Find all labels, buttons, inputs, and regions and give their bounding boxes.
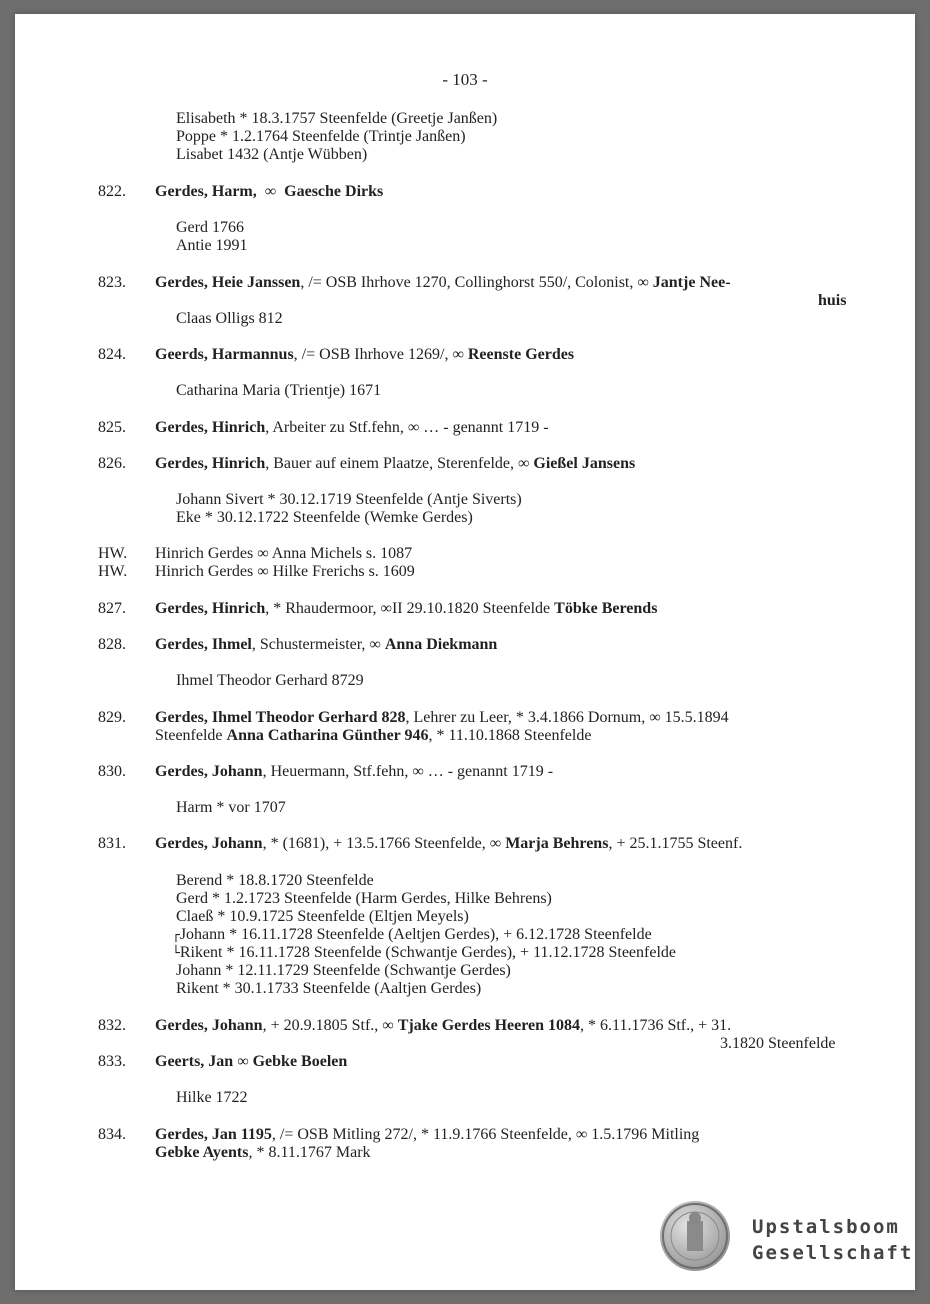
entry-number: 831. <box>98 835 126 852</box>
entry-number: 822. <box>98 183 126 200</box>
brand-line-1: Upstalsboom <box>752 1216 900 1238</box>
child-line: Poppe * 1.2.1764 Steenfelde (Trintje Janßen) <box>176 128 466 145</box>
entry-832-continuation: 3.1820 Steenfelde <box>720 1035 836 1052</box>
entry-828: Gerdes, Ihmel, Schustermeister, ∞ Anna Diekmann <box>155 636 498 653</box>
entry-824: Geerds, Harmannus, /= OSB Ihrhove 1269/, ∞ Reenste Gerdes <box>155 346 575 363</box>
entry-825: Gerdes, Hinrich, Arbeiter zu Stf.fehn, ∞ … - genannt 1719 - <box>155 419 549 436</box>
entry-number: 826. <box>98 455 126 472</box>
entry-822: Gerdes, Harm, ∞ Gaesche Dirks <box>155 183 384 200</box>
entry-826: Gerdes, Hinrich, Bauer auf einem Plaatze, Sterenfelde, ∞ Gießel Jansens <box>155 455 636 472</box>
entry-829-continuation: Steenfelde Anna Catharina Günther 946, * 11.10.1868 Steenfelde <box>155 727 592 744</box>
child-line: Johann * 12.11.1729 Steenfelde (Schwantje Gerdes) <box>176 962 511 979</box>
child-line: Ihmel Theodor Gerhard 8729 <box>176 672 364 689</box>
child-line: Rikent * 30.1.1733 Steenfelde (Aaltjen Gerdes) <box>176 980 482 997</box>
child-line: Gerd * 1.2.1723 Steenfelde (Harm Gerdes, Hilke Behrens) <box>176 890 552 907</box>
seal-logo-icon <box>660 1201 730 1271</box>
entry-number: 830. <box>98 763 126 780</box>
entry-834: Gerdes, Jan 1195, /= OSB Mitling 272/, * 11.9.1766 Steenfelde, ∞ 1.5.1796 Mitling <box>155 1126 700 1143</box>
entry-831: Gerdes, Johann, * (1681), + 13.5.1766 Steenfelde, ∞ Marja Behrens, + 25.1.1755 Steenf. <box>155 835 743 852</box>
entry-number: 829. <box>98 709 126 726</box>
child-line: Hilke 1722 <box>176 1089 248 1106</box>
bracket-top-icon: ┌ <box>172 928 180 943</box>
entry-number: HW. <box>98 563 128 580</box>
child-line: Eke * 30.12.1722 Steenfelde (Wemke Gerdes) <box>176 509 473 526</box>
entry-number: 828. <box>98 636 126 653</box>
child-line: Claas Olligs 812 <box>176 310 283 327</box>
child-line: Claeß * 10.9.1725 Steenfelde (Eltjen Meyels) <box>176 908 469 925</box>
child-line: Johann Sivert * 30.12.1719 Steenfelde (Antje Siverts) <box>176 491 522 508</box>
hw-line: Hinrich Gerdes ∞ Hilke Frerichs s. 1609 <box>155 563 415 580</box>
entry-823: Gerdes, Heie Janssen, /= OSB Ihrhove 1270, Collinghorst 550/, Colonist, ∞ Jantje Nee- <box>155 274 731 291</box>
child-line: Berend * 18.8.1720 Steenfelde <box>176 872 374 889</box>
child-line: ┌Johann * 16.11.1728 Steenfelde (Aeltjen Gerdes), + 6.12.1728 Steenfelde <box>172 926 652 943</box>
entry-833: Geerts, Jan ∞ Gebke Boelen <box>155 1053 348 1070</box>
entry-829: Gerdes, Ihmel Theodor Gerhard 828, Lehrer zu Leer, * 3.4.1866 Dornum, ∞ 15.5.1894 <box>155 709 729 726</box>
entry-827: Gerdes, Hinrich, * Rhaudermoor, ∞II 29.10.1820 Steenfelde Töbke Berends <box>155 600 658 617</box>
entry-number: 827. <box>98 600 126 617</box>
child-line: Lisabet 1432 (Antje Wübben) <box>176 146 368 163</box>
entry-number: 832. <box>98 1017 126 1034</box>
child-line: Catharina Maria (Trientje) 1671 <box>176 382 382 399</box>
entry-834-continuation: Gebke Ayents, * 8.11.1767 Mark <box>155 1144 371 1161</box>
hw-line: Hinrich Gerdes ∞ Anna Michels s. 1087 <box>155 545 413 562</box>
entry-number: HW. <box>98 545 128 562</box>
child-line: Gerd 1766 <box>176 219 244 236</box>
entry-number: 823. <box>98 274 126 291</box>
entry-830: Gerdes, Johann, Heuermann, Stf.fehn, ∞ … - genannt 1719 - <box>155 763 554 780</box>
entry-number: 825. <box>98 419 126 436</box>
entry-number: 824. <box>98 346 126 363</box>
child-line: Harm * vor 1707 <box>176 799 286 816</box>
entry-832: Gerdes, Johann, + 20.9.1805 Stf., ∞ Tjake Gerdes Heeren 1084, * 6.11.1736 Stf., + 31. <box>155 1017 732 1034</box>
entry-number: 834. <box>98 1126 126 1143</box>
brand-line-2: Gesellschaft <box>752 1242 914 1264</box>
child-line: Antie 1991 <box>176 237 248 254</box>
bracket-bottom-icon: └ <box>172 946 180 961</box>
child-line: └Rikent * 16.11.1728 Steenfelde (Schwantje Gerdes), + 11.12.1728 Steenfelde <box>172 944 676 961</box>
entry-number: 833. <box>98 1053 126 1070</box>
page-number: - 103 - <box>442 70 488 89</box>
entry-823-continuation: huis <box>818 292 847 309</box>
child-line: Elisabeth * 18.3.1757 Steenfelde (Greetje Janßen) <box>176 110 498 127</box>
